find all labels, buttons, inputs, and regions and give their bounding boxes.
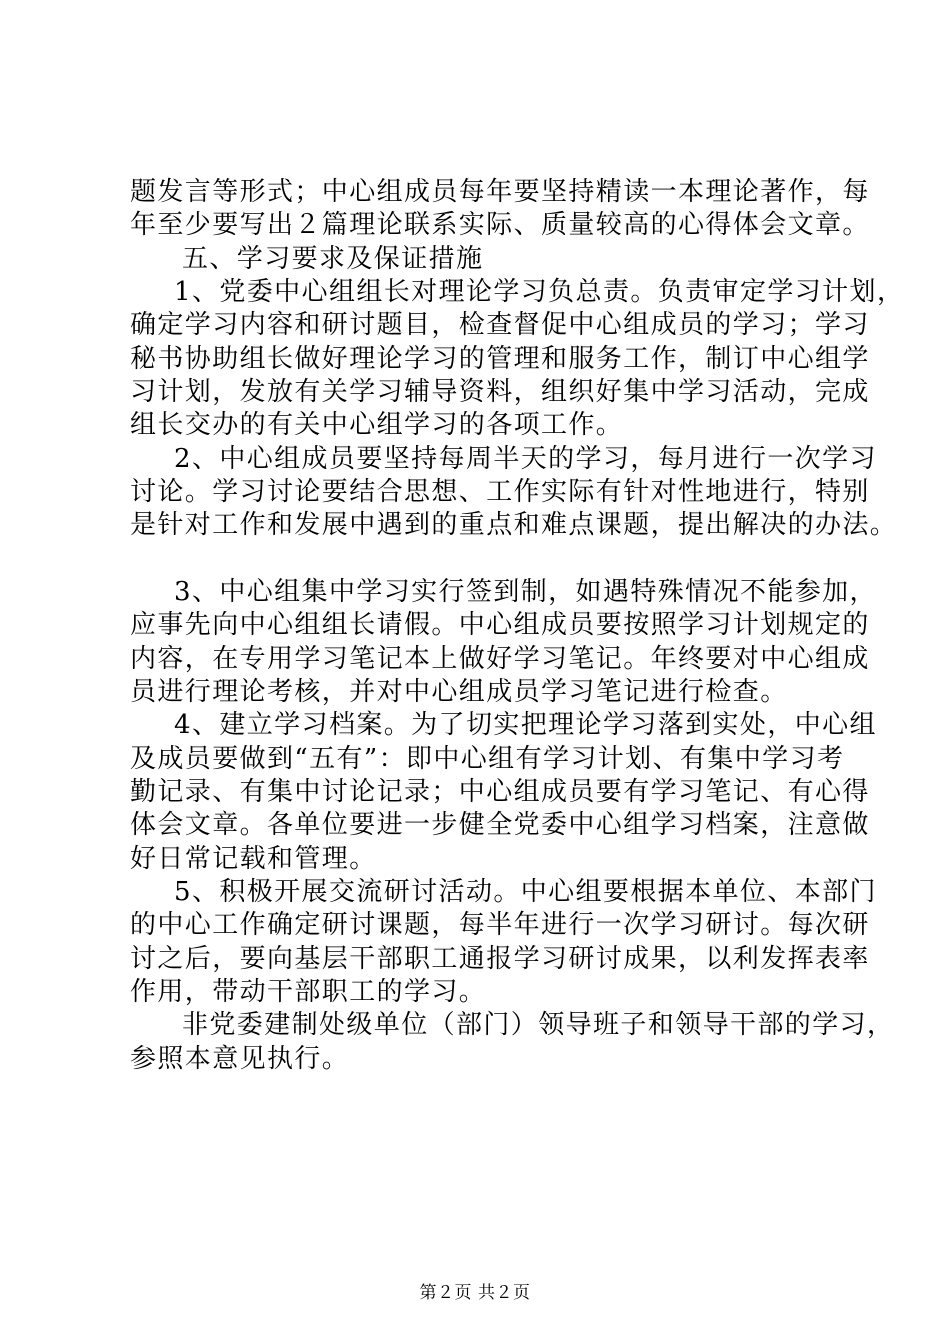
text-line: 好日常记载和管理。 — [130, 844, 377, 874]
text-line: 1、党委中心组组长对理论学习负总责。负责审定学习计划， — [174, 277, 905, 307]
text-line: 组长交办的有关中心组学习的各项工作。 — [130, 410, 624, 440]
text-line: 确定学习内容和研讨题目，检查督促中心组成员的学习；学习 — [130, 310, 870, 340]
text-line: 讨之后，要向基层干部职工通报学习研讨成果，以利发挥表率 — [130, 944, 870, 974]
text-line: 是针对工作和发展中遇到的重点和难点课题，提出解决的办法。 — [130, 510, 898, 540]
text-line: 3、中心组集中学习实行签到制，如遇特殊情况不能参加， — [174, 577, 877, 607]
text-line: 习计划，发放有关学习辅导资料，组织好集中学习活动，完成 — [130, 377, 870, 407]
page-number-footer: 第２页 共２页 — [419, 1283, 531, 1303]
text-line: 参照本意见执行。 — [130, 1044, 350, 1074]
text-line: 年至少要写出２篇理论联系实际、质量较高的心得体会文章。 — [130, 210, 870, 240]
text-line: 5、积极开展交流研讨活动。中心组要根据本单位、本部门 — [174, 877, 877, 907]
text-line: 秘书协助组长做好理论学习的管理和服务工作，制订中心组学 — [130, 344, 870, 374]
text-line: 讨论。学习讨论要结合思想、工作实际有针对性地进行，特别 — [130, 477, 870, 507]
text-line: 的中心工作确定研讨课题，每半年进行一次学习研讨。每次研 — [130, 910, 870, 940]
text-line: 及成员要做到“五有”：即中心组有学习计划、有集中学习考 — [130, 744, 845, 774]
text-line: 内容，在专用学习笔记本上做好学习笔记。年终要对中心组成 — [130, 644, 870, 674]
section-heading: 五、学习要求及保证措施 — [182, 244, 484, 274]
text-line: 员进行理论考核，并对中心组成员学习笔记进行检查。 — [130, 677, 788, 707]
text-line: 作用，带动干部职工的学习。 — [130, 977, 487, 1007]
text-line: 题发言等形式；中心组成员每年要坚持精读一本理论著作，每 — [130, 177, 870, 207]
text-line: 勤记录、有集中讨论记录；中心组成员要有学习笔记、有心得 — [130, 777, 870, 807]
text-line: 体会文章。各单位要进一步健全党委中心组学习档案，注意做 — [130, 810, 870, 840]
text-line: 应事先向中心组组长请假。中心组成员要按照学习计划规定的 — [130, 610, 870, 640]
text-line: 非党委建制处级单位（部门）领导班子和领导干部的学习， — [182, 1010, 895, 1040]
text-line: 4、建立学习档案。为了切实把理论学习落到实处，中心组 — [174, 710, 877, 740]
text-line: 2、中心组成员要坚持每周半天的学习，每月进行一次学习 — [174, 444, 877, 474]
